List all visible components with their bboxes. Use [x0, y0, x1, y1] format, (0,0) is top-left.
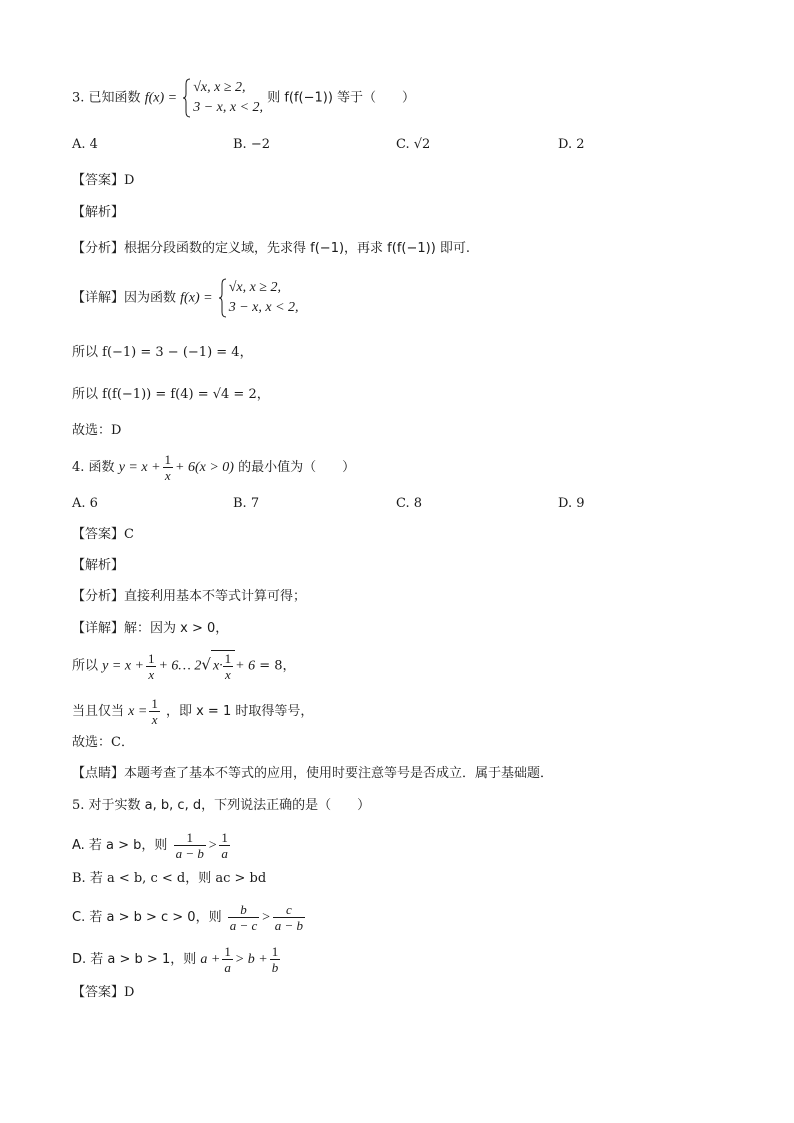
q4-step2-post: ，即 x = 1 时取得等号，: [165, 704, 314, 719]
q5-option-a-pre: A. 若 a > b，则: [72, 838, 168, 853]
q3-xiangjie-pre: 因为函数: [124, 290, 177, 306]
q5-stem-text: 对于实数 a, b, c, d，下列说法正确的是（ ）: [88, 798, 371, 813]
q4-stem-pre: 函数: [88, 460, 115, 475]
q4-fenxi-line: [72, 588, 306, 606]
q3-func-lhs: f(x) =: [144, 90, 178, 106]
q4-analysis-tag: 【解析】: [72, 558, 125, 573]
q3-piece-2: 3 − x, x < 2,: [193, 100, 264, 115]
q5-answer-line: [72, 984, 134, 1002]
q3-stem-post: 则 f(f(−1)) 等于（ ）: [267, 90, 416, 106]
q4-answer-line: [72, 526, 134, 544]
q4-step1-pre: 所以: [72, 658, 99, 674]
q3-option-b: B. −2: [233, 137, 270, 152]
q3-stem-pre: 已知函数: [88, 90, 141, 106]
q3-option-a: A. 4: [72, 137, 98, 152]
q3-step1: 所以 f(−1) = 3 − (−1) = 4，: [72, 345, 253, 360]
q3-piecewise-2: [219, 278, 299, 318]
q4-option-c: C. 8: [396, 496, 423, 511]
q4-option-b: B. 7: [233, 496, 260, 511]
q5-option-c: C. 若 a > b > c > 0，则 $\frac{b}{a - c}$ > $\frac{c}{a - b}$: [72, 902, 304, 933]
q5-number: 5.: [72, 798, 85, 813]
q4-stem: 4. 函数 y = x + $\frac{1}{x}$ + 6(x > 0) 的最小值为（ ）: [72, 452, 356, 483]
q3-analysis-tag: 【解析】: [72, 205, 125, 220]
q4-xiangjie-tag: 【详解】: [72, 621, 125, 636]
q3-xiangjie-line: [72, 278, 299, 318]
q5-option-d-pre: D. 若 a > b > 1，则: [72, 952, 197, 967]
q5-option-a: A. 若 a > b，则 $\frac{1}{a - b}$ > $\frac{1}{a}$: [72, 830, 228, 861]
q3-answer-tag: 【答案】: [72, 173, 125, 188]
q3-answer: D: [124, 173, 135, 188]
q3-fenxi: 根据分段函数的定义域，先求得 f(−1)，再求 f(f(−1)) 即可.: [124, 241, 471, 256]
q3-fenxi-line: [72, 240, 470, 258]
q4-choose: 故选：C．: [72, 735, 134, 750]
q4-option-d: D. 9: [558, 496, 585, 511]
q4-xiangjie: 解：因为 x > 0，: [124, 621, 229, 636]
left-brace-icon: [219, 278, 227, 318]
q4-stem-post: 的最小值为（ ）: [238, 460, 356, 475]
q3-piece-1: √x, x ≥ 2,: [193, 80, 246, 95]
q4-answer: C: [124, 527, 134, 542]
q4-answer-tag: 【答案】: [72, 527, 125, 542]
q4-dianjing-line: [72, 765, 553, 783]
q3-answer-line: [72, 172, 134, 190]
q5-stem: [72, 797, 370, 815]
q3-piece-1-b: √x, x ≥ 2,: [228, 280, 281, 295]
q4-fenxi: 直接利用基本不等式计算可得；: [124, 589, 307, 604]
q4-dianjing-tag: 【点睛】: [72, 766, 125, 781]
q3-number: 3.: [72, 90, 85, 106]
q4-number: 4.: [72, 460, 85, 475]
q5-option-b: B. 若 a < b, c < d，则 ac > bd: [72, 871, 267, 886]
left-brace-icon: [183, 78, 191, 118]
q4-step2: 当且仅当 x = $\frac{1}{x}$ ，即 x = 1 时取得等号，: [72, 696, 314, 727]
q5-option-c-pre: C. 若 a > b > c > 0，则: [72, 910, 222, 925]
q4-step1: 所以 y = x + $\frac{1}{x}$ + 6… 2√ x· $\frac{1}{x}$ + 6 = 8，: [72, 650, 296, 682]
q4-step1-post: = 8，: [259, 658, 296, 674]
q4-option-a: A. 6: [72, 496, 98, 511]
q3-option-d: D. 2: [558, 137, 585, 152]
q5-option-d: D. 若 a > b > 1，则 a + $\frac{1}{a}$ > b + $\frac{1}{b}$: [72, 944, 279, 975]
q4-step2-pre: 当且仅当: [72, 704, 125, 719]
q3-func-lhs-2: f(x) =: [180, 290, 213, 306]
q3-step2: 所以 f(f(−1)) = f(4) = √4 = 2，: [72, 387, 270, 402]
q3-piecewise: [183, 78, 263, 118]
q3-stem: [72, 78, 415, 118]
q3-fenxi-tag: 【分析】: [72, 241, 125, 256]
q4-fenxi-tag: 【分析】: [72, 589, 125, 604]
q5-answer-tag: 【答案】: [72, 985, 125, 1000]
q4-xiangjie-line: [72, 620, 228, 638]
q3-xiangjie-tag: 【详解】: [72, 290, 125, 306]
q3-option-c: C. √2: [396, 137, 431, 152]
q3-choose: 故选：D: [72, 423, 122, 438]
q4-dianjing: 本题考查了基本不等式的应用，使用时要注意等号是否成立．属于基础题．: [124, 766, 554, 781]
q3-piece-2-b: 3 − x, x < 2,: [228, 300, 299, 315]
q5-answer: D: [124, 985, 135, 1000]
